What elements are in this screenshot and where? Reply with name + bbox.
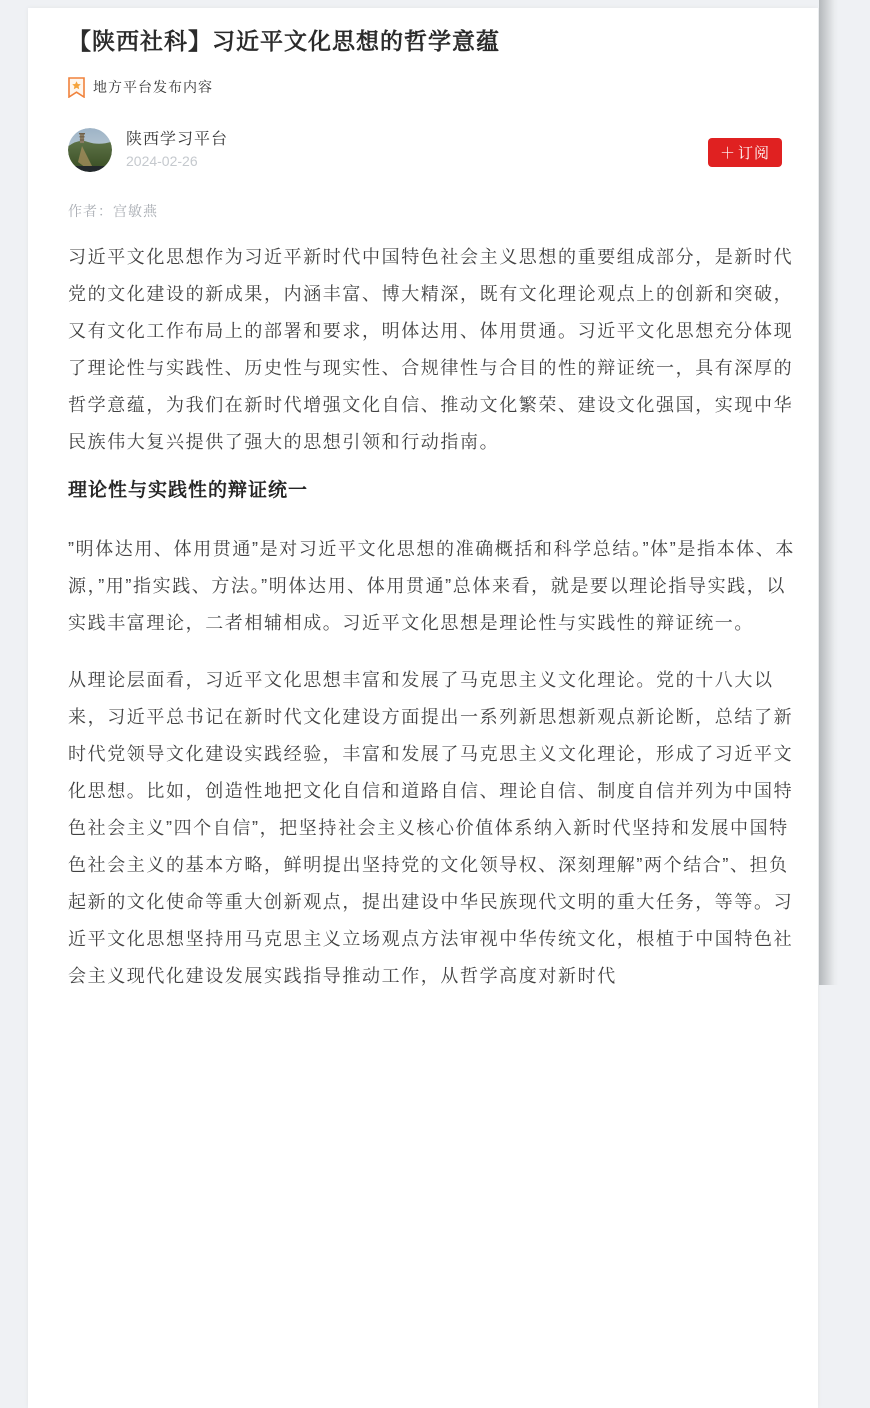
subscribe-label: 订阅 — [737, 145, 770, 162]
scrollbar[interactable] — [819, 0, 838, 985]
subscribe-button[interactable] — [708, 138, 782, 167]
author-line: 作者：宫敏燕 — [68, 203, 158, 219]
plus-icon: ＋ — [719, 145, 736, 162]
avatar[interactable] — [68, 128, 112, 172]
paragraph: 习近平文化思想作为习近平新时代中国特色社会主义思想的重要组成部分，是新时代党的文化建设的新成果，内涵丰富、博大精深，既有文化理论观点上的创新和突破，又有文化工作布局上的部署和要求，明体达用、体用贯通。习近平文化思想充分体现了理论性与实践性、历史性与现实性、合规律性与合目的性的辩证统一，具有深厚的哲学意蕴，为我们在新时代增强文化自信、推动文化繁荣、建设文化强国，实现中华民族伟大复兴提供了强大的思想引领和行动指南。 — [68, 247, 794, 452]
section-heading: 理论性与实践性的辩证统一 — [68, 480, 309, 501]
badge-label: 地方平台发布内容 — [93, 79, 213, 95]
platform-badge — [68, 76, 800, 98]
article-card — [28, 8, 818, 1408]
page-title: 【陕西社科】习近平文化思想的哲学意蕴 — [68, 28, 500, 54]
publish-date: 2024-02-26 — [126, 153, 198, 169]
ribbon-star-icon — [68, 77, 85, 98]
paragraph: ”明体达用、体用贯通”是对习近平文化思想的准确概括和科学总结。”体”是指本体、本源，”用”指实践、方法。”明体达用、体用贯通”总体来看，就是要以理论指导实践，以实践丰富理论，二者相辅相成。习近平文化思想是理论性与实践性的辩证统一。 — [68, 539, 795, 633]
source-meta — [126, 130, 228, 170]
source-name[interactable]: 陕西学习平台 — [126, 131, 229, 148]
paragraph: 从理论层面看，习近平文化思想丰富和发展了马克思主义文化理论。党的十八大以来，习近平总书记在新时代文化建设方面提出一系列新思想新观点新论断，总结了新时代党领导文化建设实践经验，丰富和发展了马克思主义文化理论，形成了习近平文化思想。比如，创造性地把文化自信和道路自信、理论自信、制度自信并列为中国特色社会主义”四个自信”，把坚持社会主义核心价值体系纳入新时代坚持和发展中国特色社会主义的基本方略，鲜明提出坚持党的文化领导权、深刻理解”两个结合”、担负起新的文化使命等重大创新观点，提出建设中华民族现代文明的重大任务，等等。习近平文化思想坚持用马克思主义立场观点方法审视中华传统文化，根植于中国特色社会主义现代化建设发展实践指导推动工作，从哲学高度对新时代 — [68, 670, 794, 986]
article-body — [68, 239, 800, 995]
source-row — [68, 128, 800, 172]
